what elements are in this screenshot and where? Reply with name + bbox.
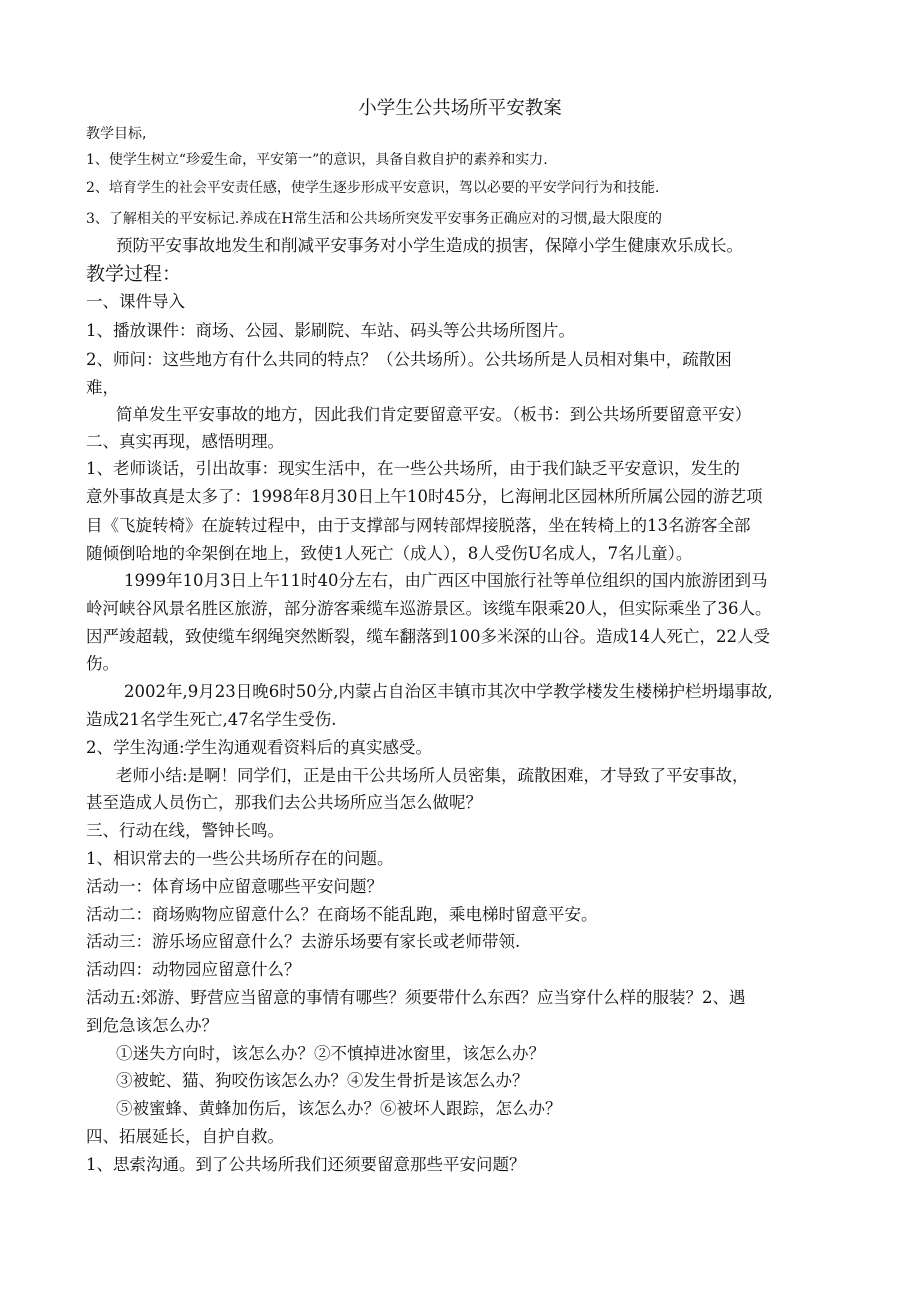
activity-item: 活动四：动物园应留意什么？	[86, 960, 301, 979]
process-heading: 教学过程：	[86, 263, 182, 285]
goal-item: 1、使学生树立“珍爱生命，平安第一”的意识，具备自救自护的素养和实力.	[86, 152, 548, 168]
paragraph-line: 难，	[86, 378, 119, 397]
paragraph-line: 甚至造成人员伤亡，那我们去公共场所应当怎么做呢？	[86, 793, 482, 812]
paragraph-line: 1、相识常去的一些公共场所存在的问题。	[86, 849, 394, 868]
paragraph-line: 1、老师谈话，引出故事：现实生活中，在一些公共场所，由于我们缺乏平安意识，发生的	[86, 459, 740, 478]
activity-item: 活动五:郊游、野营应当留意的事情有哪些？须要带什么东西？应当穿什么样的服装？2、遇	[86, 988, 746, 1007]
paragraph-line: 简单发生平安事故的地方，因此我们肯定要留意平安。（板书：到公共场所要留意平安）	[116, 405, 752, 424]
paragraph-line: 到危急该怎么办？	[86, 1016, 218, 1035]
goal-item: 3、了解相关的平安标记.养成在H常生活和公共场所突发平安事务正确应对的习惯,最大限度的	[86, 211, 663, 227]
paragraph-line: 意外事故真是太多了：1998年8月30日上午10时45分，匕海闸北区园林所所属公园的游艺项	[86, 487, 763, 506]
question-item: ⑤被蜜蜂、黄蜂加伤后，该怎么办？⑥被坏人跟踪，怎么办？	[116, 1099, 562, 1118]
section-heading: 一、课件导入	[86, 292, 185, 311]
activity-item: 活动二：商场购物应留意什么？在商场不能乱跑，乘电梯时留意平安。	[86, 905, 598, 924]
goals-heading: 教学目标,	[86, 126, 147, 142]
paragraph-line: 2、师问：这些地方有什么共同的特点？（公共场所）。公共场所是人员相对集中，疏散困	[86, 350, 732, 369]
section-heading: 三、行动在线，警钟长鸣。	[86, 821, 284, 840]
question-item: ①迷失方向时，该怎么办？②不慎掉进冰窗里，该怎么办？	[116, 1044, 545, 1063]
paragraph-line: 1999年10月3日上午11时40分左右，由广西区中国旅行社等单位组织的国内旅游团到马	[124, 571, 768, 590]
paragraph-line: 岭河峡谷风景名胜区旅游，部分游客乘缆车巡游景区。该缆车限乘20人，但实际乘坐了36人。	[86, 599, 772, 618]
section-heading: 二、真实再现，感悟明理。	[86, 432, 284, 451]
paragraph-line: 2、学生沟通:学生沟通观看资料后的真实感受。	[86, 738, 433, 757]
paragraph-line: 造成21名学生死亡,47名学生受伤.	[86, 710, 337, 729]
paragraph-line: 目《飞旋转椅》在旋转过程中，由于支撑部与网转部焊接脱落，坐在转椅上的13名游客全部	[86, 516, 751, 535]
paragraph-line: 老师小结:是啊！同学们，正是由干公共场所人员密集，疏散困难，才导致了平安事故，	[116, 766, 749, 785]
document-title: 小学生公共场所平安教案	[358, 98, 562, 119]
paragraph-line: 随倾倒哈地的伞架倒在地上，致使1人死亡（成人），8人受伤U名成人，7名儿童）。	[86, 544, 693, 563]
goal-item: 2、培育学生的社会平安责任感，使学生逐步形成平安意识，驾以必要的平安学问行为和技能.	[86, 180, 660, 196]
paragraph-line: 伤。	[86, 654, 119, 673]
activity-item: 活动一：体育场中应留意哪些平安问题？	[86, 877, 383, 896]
paragraph-line: 1、思索沟通。到了公共场所我们还须要留意那些平安问题？	[86, 1155, 526, 1174]
section-heading: 四、拓展延长，自护自救。	[86, 1127, 284, 1146]
paragraph-line: 2002年,9月23日晚6时50分,内蒙占自治区丰镇市其次中学教学楼发生楼梯护栏坍塌事故,	[124, 682, 773, 701]
paragraph-line: 1、播放课件：商场、公园、影刷院、车站、码头等公共场所图片。	[86, 321, 575, 340]
goal-item-continuation: 预防平安事故地发生和削减平安事务对小学生造成的损害，保障小学生健康欢乐成长。	[116, 236, 743, 255]
question-item: ③被蛇、猫、狗咬伤该怎么办？④发生骨折是该怎么办？	[116, 1071, 529, 1090]
activity-item: 活动三：游乐场应留意什么？去游乐场要有家长或老师带领.	[86, 932, 521, 951]
paragraph-line: 因严竣超载，致使缆车纲绳突然断裂，缆车翻落到100多米深的山谷。造成14人死亡，22人受	[86, 627, 770, 646]
